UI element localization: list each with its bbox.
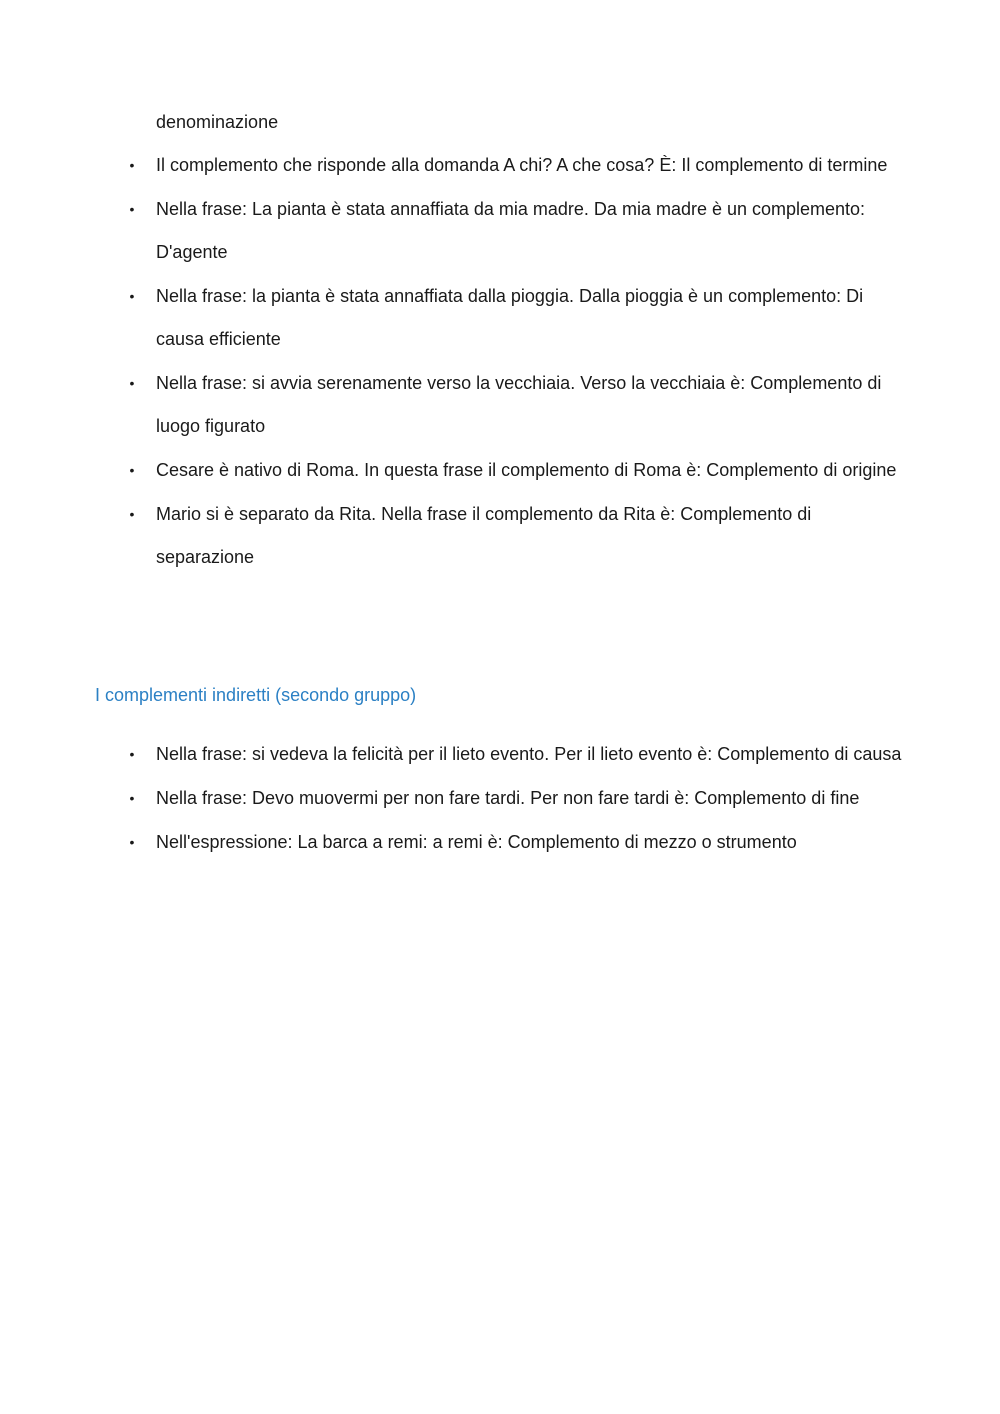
list-item	[0, 821, 1000, 864]
list-item-text: Nell'espressione: La barca a remi: a remi è: Complemento di mezzo o strumento	[156, 832, 797, 852]
bullet-icon: •	[129, 746, 135, 762]
list-item	[0, 493, 1000, 579]
bullet-icon: •	[129, 288, 135, 304]
list-item	[0, 362, 1000, 448]
bullet-icon: •	[129, 834, 135, 850]
list-item-text: Mario si è separato da Rita. Nella frase il complemento da Rita è: Complemento di separazione	[156, 504, 812, 567]
list-item-text: Nella frase: si vedeva la felicità per il lieto evento. Per il lieto evento è: Complemento di causa	[156, 744, 902, 764]
list-item	[0, 275, 1000, 361]
list-item	[0, 449, 1000, 492]
bullet-list-first	[0, 144, 1000, 580]
list-item-text: Nella frase: La pianta è stata annaffiata da mia madre. Da mia madre è un complemento: D'agente	[156, 199, 866, 262]
bullet-icon: •	[129, 506, 135, 522]
list-item-text: Il complemento che risponde alla domanda A chi? A che cosa? È: Il complemento di termine	[156, 155, 888, 175]
bullet-icon: •	[129, 201, 135, 217]
list-item-text: Nella frase: la pianta è stata annaffiata dalla pioggia. Dalla pioggia è un complemento: Di causa efficiente	[156, 286, 864, 349]
list-item	[0, 188, 1000, 274]
continuation-text: denominazione	[156, 112, 279, 132]
bullet-icon: •	[129, 790, 135, 806]
bullet-icon: •	[129, 462, 135, 478]
list-item	[0, 777, 1000, 820]
bullet-icon: •	[129, 375, 135, 391]
list-item	[0, 144, 1000, 187]
bullet-icon: •	[129, 157, 135, 173]
list-item-text: Nella frase: si avvia serenamente verso la vecchiaia. Verso la vecchiaia è: Complemento di luogo figurato	[156, 373, 882, 436]
section-heading: I complementi indiretti (secondo gruppo)	[95, 685, 417, 705]
list-item-text: Cesare è nativo di Roma. In questa frase il complemento di Roma è: Complemento di origine	[156, 460, 897, 480]
list-item-text: Nella frase: Devo muovermi per non fare tardi. Per non fare tardi è: Complemento di fine	[156, 788, 860, 808]
list-item	[0, 733, 1000, 776]
bullet-list-second	[0, 733, 1000, 865]
